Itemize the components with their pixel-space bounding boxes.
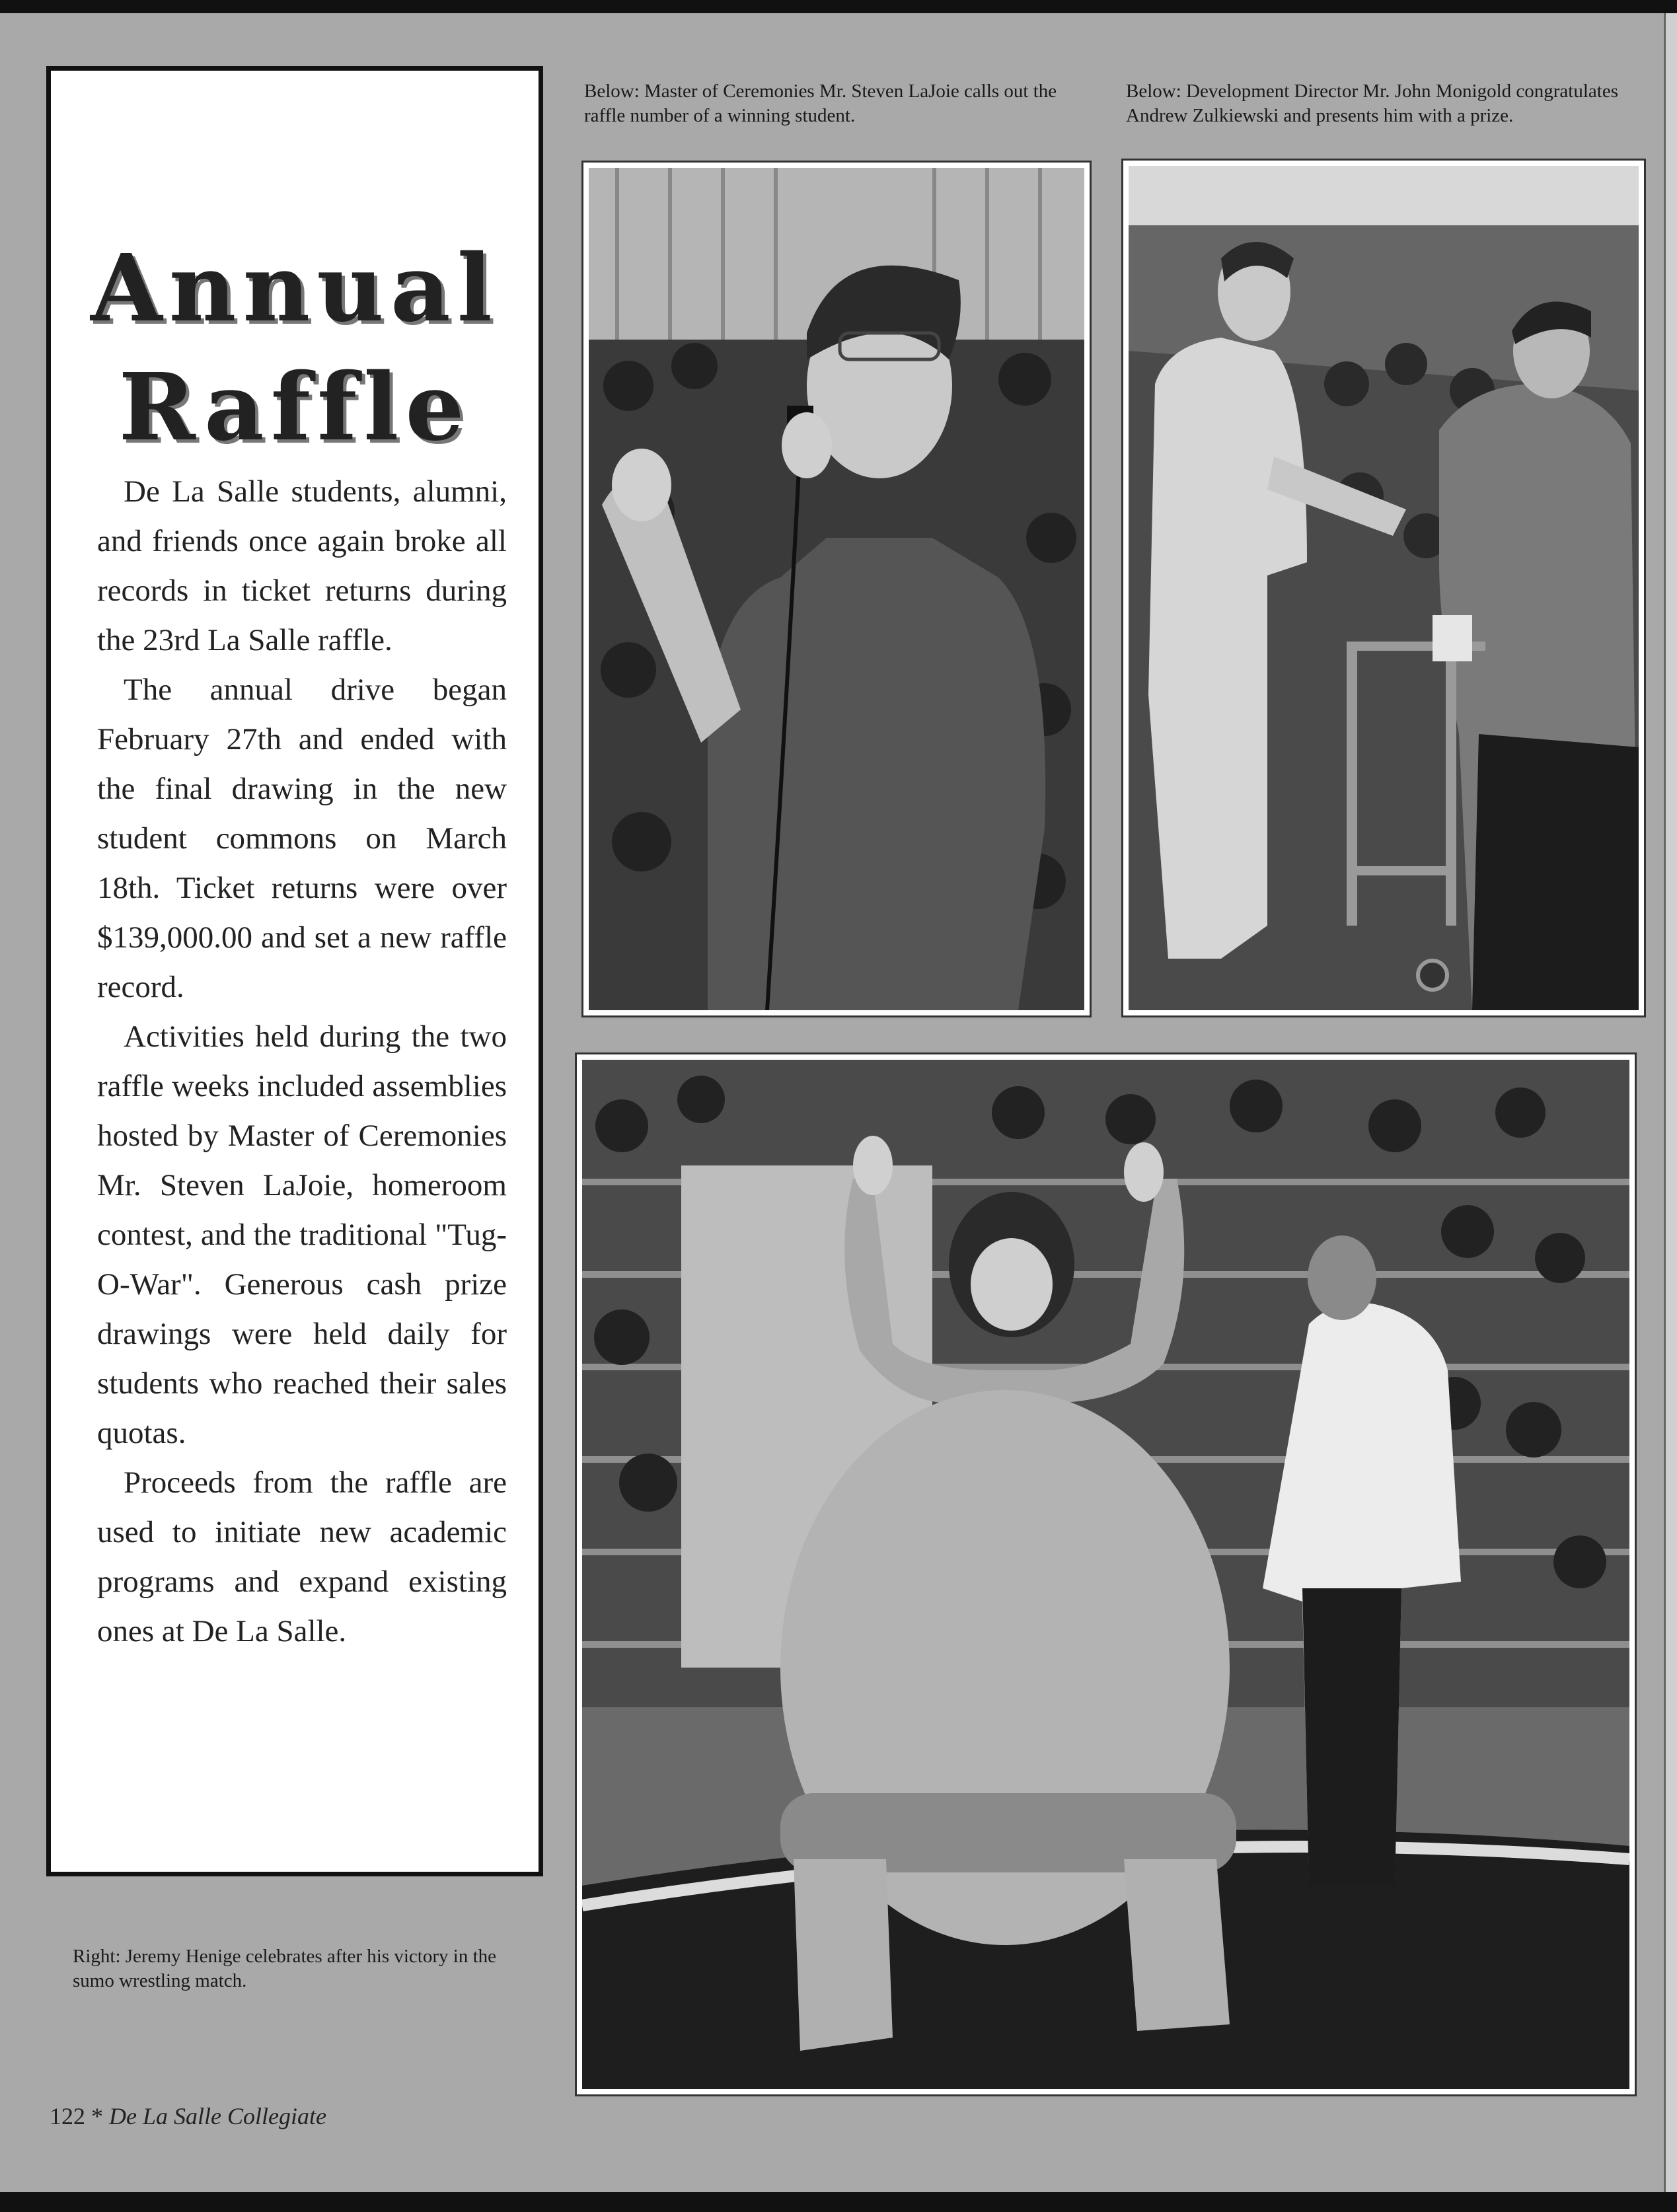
photo-sumo-wrestling <box>575 1052 1637 2096</box>
paragraph: The annual drive began February 27th and ended with the final drawing in the new student commons on March 18th. Ticket returns were over $139,000.00 and set a new raffle record. <box>97 673 507 1004</box>
paragraph: Activities held during the two raffle weeks included assemblies hosted by Master of Ceremonies Mr. Steven LaJoie, homeroom contest, and the traditional "Tug-O-War". Generous cash prize drawings were held daily for students who reached their sales quotas. <box>97 1019 507 1450</box>
page-footer <box>50 2102 326 2130</box>
page-number: 122 * <box>50 2103 103 2129</box>
emcee-photo-image <box>589 168 1084 1010</box>
photo-prize-presentation <box>1121 159 1646 1017</box>
prize-photo-image <box>1129 166 1639 1010</box>
publication-name: De La Salle Collegiate <box>109 2103 326 2129</box>
title-line-2: Raffle <box>118 353 471 462</box>
article-body <box>97 467 507 1656</box>
sumo-photo-image <box>582 1060 1629 2089</box>
caption-sumo-photo: Right: Jeremy Henige celebrates after his victory in the sumo wrestling match. <box>73 1946 497 1991</box>
page-edge <box>1664 13 1677 2192</box>
article-box <box>46 66 543 1876</box>
paragraph: Proceeds from the raffle are used to initiate new academic programs and expand existing ones at De La Salle. <box>97 1465 507 1648</box>
top-border <box>0 0 1677 13</box>
photo-emcee <box>581 161 1092 1017</box>
caption-prize-photo: Below: Development Director Mr. John Monigold congratulates Andrew Zulkiewski and presents him with a prize. <box>1126 81 1618 126</box>
bottom-border <box>0 2192 1677 2212</box>
article-title <box>51 229 539 467</box>
title-line-1: Annual <box>91 235 499 343</box>
caption-emcee-photo: Below: Master of Ceremonies Mr. Steven LaJoie calls out the raffle number of a winning student. <box>584 81 1057 126</box>
paragraph: De La Salle students, alumni, and friends once again broke all records in ticket returns during the 23rd La Salle raffle. <box>97 474 507 657</box>
